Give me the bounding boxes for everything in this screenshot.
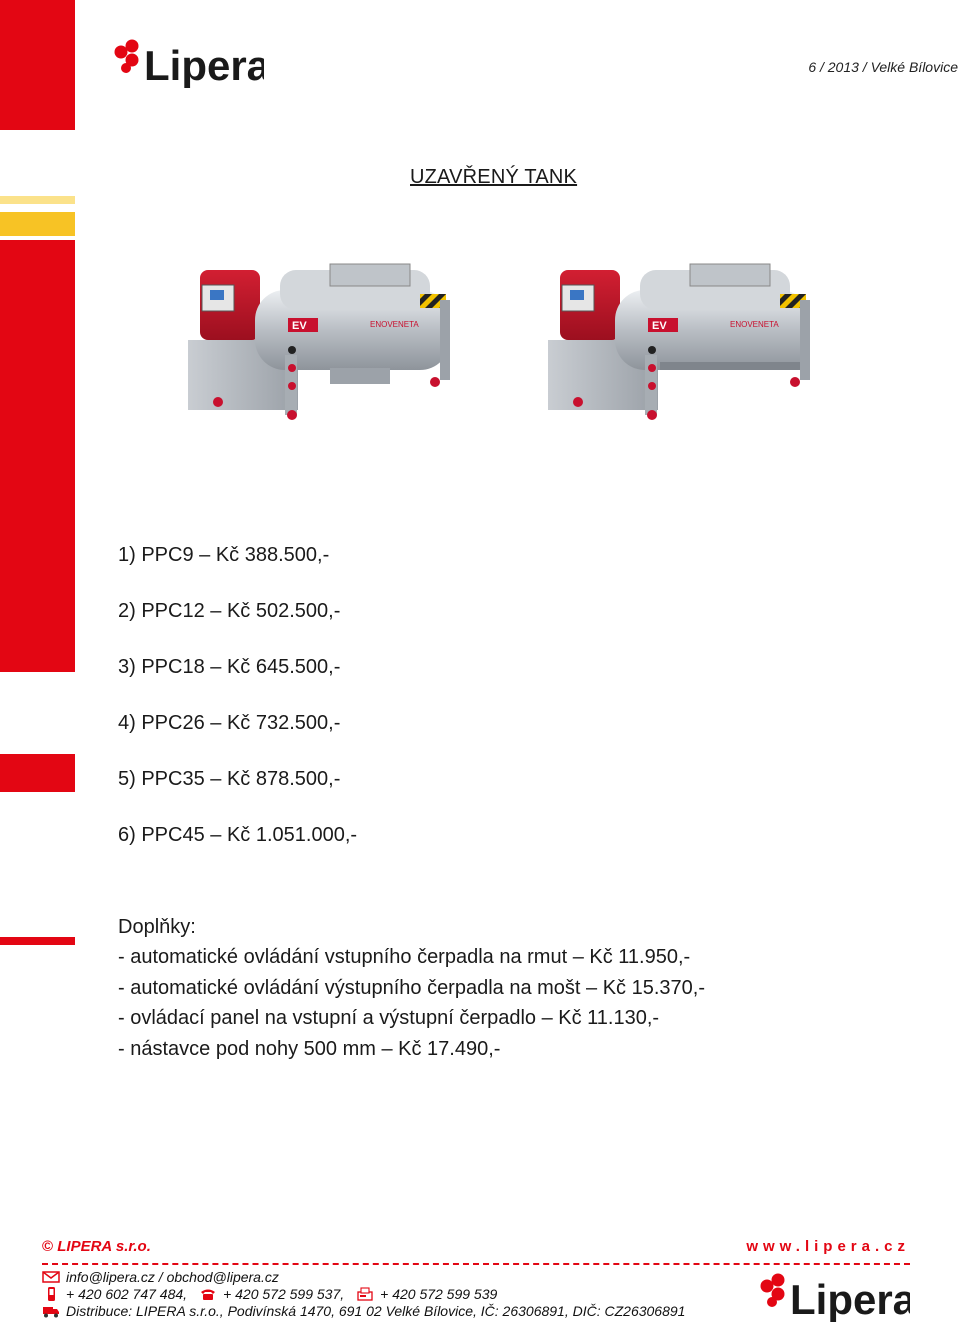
extras-section [118, 912, 705, 1064]
extras-item: - ovládací panel na vstupní a výstupní čerpadlo – Kč 11.130,- [118, 1007, 660, 1029]
truck-icon [42, 1304, 60, 1318]
left-strip-mid [0, 754, 75, 792]
extras-item: - automatické ovládání výstupního čerpadla na mošt – Kč 15.370,- [118, 976, 706, 999]
telephone-icon [199, 1287, 217, 1301]
issue-date: 6 / 2013 / Velké Bílovice [808, 59, 958, 75]
footer-email-line [42, 1269, 279, 1285]
page-title: UZAVŘENÝ TANK [410, 166, 578, 188]
price-item: 3) PPC18 – Kč 645.500,- [118, 656, 341, 678]
svg-text:EV: EV [292, 320, 307, 332]
header-logo [112, 38, 264, 93]
copyright-icon: © [42, 1238, 54, 1255]
tank-press-2 [548, 264, 810, 420]
mobile-phone-icon [42, 1287, 60, 1301]
product-photo [140, 190, 850, 460]
svg-text:ENOVENETA: ENOVENETA [730, 320, 779, 329]
footer-divider [42, 1263, 910, 1265]
footer-company: © LIPERA s.r.o. [42, 1238, 151, 1255]
left-strip-bottom [0, 937, 75, 945]
footer-fax[interactable]: + 420 572 599 539 [380, 1286, 498, 1302]
price-item: 1) PPC9 – Kč 388.500,- [118, 544, 330, 566]
svg-text:EV: EV [652, 320, 667, 332]
price-list [118, 542, 357, 878]
footer-phone-line [42, 1286, 497, 1302]
footer-distribution-line [42, 1303, 685, 1319]
extras-item: - automatické ovládání vstupního čerpadla na rmut – Kč 11.950,- [118, 946, 691, 968]
price-item: 2) PPC12 – Kč 502.500,- [118, 600, 341, 622]
extras-title: Doplňky: [118, 916, 196, 938]
left-strip-top [0, 0, 75, 130]
footer-phone-mobile[interactable]: + 420 602 747 484, [66, 1286, 188, 1302]
price-item: 6) PPC45 – Kč 1.051.000,- [118, 824, 358, 846]
svg-text:Lipera: Lipera [790, 1276, 910, 1322]
footer-logo [758, 1272, 910, 1327]
left-strip-yellow-thin [0, 196, 75, 204]
fax-icon [356, 1287, 374, 1301]
left-strip-yellow [0, 212, 75, 236]
tank-press-1 [188, 264, 450, 420]
footer-phone-office[interactable]: + 420 572 599 537, [223, 1286, 345, 1302]
left-strip-main [0, 240, 75, 672]
svg-text:Lipera: Lipera [144, 42, 264, 88]
extras-item: - nástavce pod nohy 500 mm – Kč 17.490,- [118, 1037, 501, 1060]
price-item: 5) PPC35 – Kč 878.500,- [118, 768, 341, 790]
footer-website-link[interactable]: www.lipera.cz [746, 1238, 910, 1255]
email-icon [42, 1270, 60, 1284]
footer-distribution: Distribuce: LIPERA s.r.o., Podivínská 1470, 691 02 Velké Bílovice, IČ: 26306891, DIČ: CZ26306891 [66, 1303, 686, 1319]
price-item: 4) PPC26 – Kč 732.500,- [118, 712, 341, 734]
footer-email[interactable]: info@lipera.cz / obchod@lipera.cz [66, 1269, 279, 1285]
extras-list [118, 942, 705, 1064]
svg-text:ENOVENETA: ENOVENETA [370, 320, 419, 329]
